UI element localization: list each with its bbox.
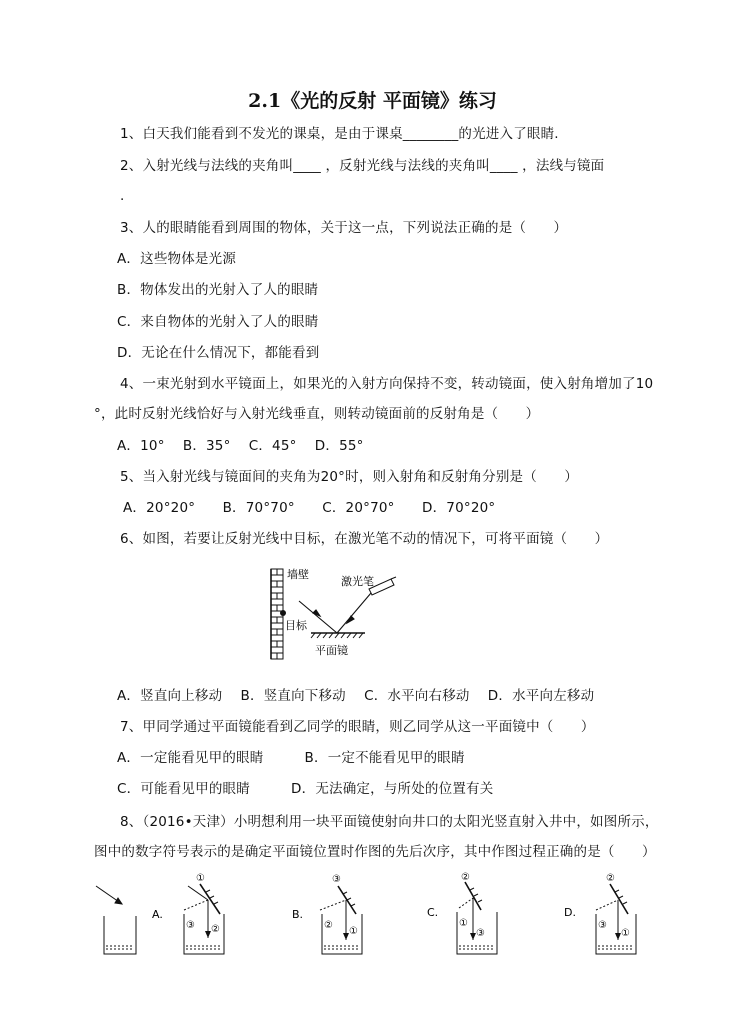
option-letter: B. [292, 908, 304, 921]
q3-option-d: D．无论在什么情况下，都能看到 [117, 345, 320, 361]
question-2: 2、入射光线与法线的夹角叫____ ，反射光线与法线的夹角叫____ ，法线与镜面 [120, 158, 605, 174]
question-8-line2: 图中的数字符号表示的是确定平面镜位置时作图的先后次序，其中作图过程正确的是（ ） [94, 844, 656, 860]
question-3: 3、人的眼睛能看到周围的物体，关于这一点，下列说法正确的是（ ） [120, 220, 568, 236]
question-8-line1: 8、（2016•天津）小明想利用一块平面镜使射向井口的太阳光竖直射入井中，如图所示， [120, 814, 659, 830]
step-1: ② [461, 872, 470, 883]
q8-option-d-figure [562, 870, 652, 962]
question-2-tail: . [120, 188, 125, 204]
wall-label: 墙壁 [287, 568, 309, 581]
q8-option-a-figure [150, 870, 240, 962]
q3-option-c: C．来自物体的光射入了人的眼睛 [117, 314, 319, 330]
q5-options: A．20°20° B．70°70° C．20°70° D．70°20° [123, 500, 496, 516]
q6-diagram [255, 565, 415, 665]
question-7: 7、甲同学通过平面镜能看到乙同学的眼睛，则乙同学从这一平面镜中（ ） [120, 719, 595, 735]
step-3: ③ [476, 928, 485, 939]
step-2: ② [324, 920, 333, 931]
step-2: ③ [598, 920, 607, 931]
option-letter: C. [427, 906, 439, 919]
mirror [311, 633, 365, 638]
question-1: 1、白天我们能看到不发光的课桌，是由于课桌________的光进入了眼睛. [120, 126, 559, 142]
step-1: ② [606, 873, 615, 884]
q6-options: A．竖直向上移动 B．竖直向下移动 C．水平向右移动 D．水平向左移动 [117, 688, 595, 704]
question-4-line1: 4、一束光射到水平镜面上，如果光的入射方向保持不变，转动镜面，使入射角增加了10 [120, 376, 654, 392]
light-rays [299, 593, 371, 633]
q7-options-line2: C．可能看见甲的眼睛 D．无法确定，与所处的位置有关 [117, 781, 494, 797]
question-6: 6、如图，若要让反射光线中目标，在激光笔不动的情况下，可将平面镜（ ） [120, 531, 609, 547]
q8-option-c-figure [425, 870, 515, 962]
step-1: ① [196, 873, 205, 884]
q3-option-a: A．这些物体是光源 [117, 251, 237, 267]
target-point [280, 610, 286, 616]
question-5: 5、当入射光线与镜面间的夹角为20°时，则入射角和反射角分别是（ ） [120, 469, 579, 485]
step-3: ② [211, 924, 220, 935]
q4-options: A．10° B．35° C．45° D．55° [117, 438, 364, 454]
q3-option-b: B．物体发出的光射入了人的眼睛 [117, 282, 319, 298]
pen-label: 激光笔 [341, 575, 374, 588]
option-letter: D. [564, 906, 576, 919]
step-3: ① [349, 926, 358, 937]
option-letter: A. [152, 908, 163, 921]
q7-options-line1: A．一定能看见甲的眼睛 B．一定不能看见甲的眼睛 [117, 750, 465, 766]
step-2: ① [459, 918, 468, 929]
q8-base-figure [90, 880, 150, 960]
step-2: ③ [186, 920, 195, 931]
q8-option-b-figure [290, 870, 380, 962]
page-title: 2.1《光的反射 平面镜》练习 [248, 90, 497, 112]
question-4-line2: °，此时反射光线恰好与入射光线垂直，则转动镜面前的反射角是（ ） [94, 406, 540, 422]
mirror-label: 平面镜 [315, 644, 348, 657]
step-3: ① [621, 928, 630, 939]
target-label: 目标 [285, 619, 307, 632]
step-1: ③ [332, 874, 341, 885]
